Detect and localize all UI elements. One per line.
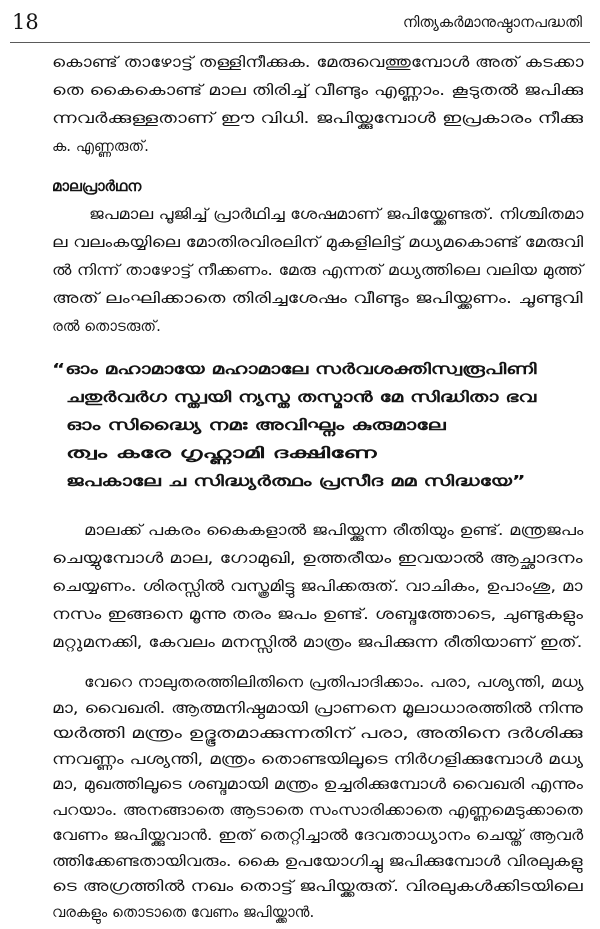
paragraph2-line: ല വലംകയ്യിലെ മോതിരവിരലിന് മുകളിലിട്ട് മധ്യമകൊണ്ട് മേരുവി — [52, 233, 584, 251]
paragraph4-line: ന്നവണ്ണം പശ്യന്തി, മന്ത്രം തൊണ്ടയിലൂടെ നിർഗളിക്കുമ്പോൾ മധ്യ — [52, 749, 584, 768]
page-number: 18 — [12, 10, 39, 34]
paragraph2-line: രൽ തൊടരുത്. — [52, 317, 161, 335]
header-rule — [10, 42, 590, 43]
page-header — [0, 8, 600, 38]
mantra-line: ജപകാലേ ച സിദ്ധ്യർത്ഥം പ്രസീദ മമ സിദ്ധയേ” — [66, 472, 526, 490]
mantra-line: ചതുർവർഗ സ്ത്വയി ന്യസ്ത തസ്മാൻ മേ സിദ്ധിതാ ഭവ — [66, 388, 537, 406]
paragraph4-line: വേണം ജപിയ്ക്കുവാൻ. ഇത് തെറ്റിച്ചാൽ ദേവതാധ്യാനം ചെയ്ത് ആവർ — [52, 826, 584, 844]
paragraph4-line: മാ, വൈഖരി. ആത്മനിഷ്ഠമായി പ്രാണനെ മൂലാധാരത്തിൽ നിന്നു — [52, 698, 583, 717]
paragraph2-line: ൽ നിന്ന് താഴോട്ട് നീക്കണം. മേരു എന്നത് മധ്യത്തിലെ വലിയ മുത്ത് — [52, 261, 583, 279]
paragraph3-line: ചെയ്യണം. ശിരസ്സിൽ വസ്ത്രമിട്ടു ജപിക്കരുത്. വാചികം, ഉപാംശു, മാ — [52, 577, 583, 595]
paragraph1-line: ന്നവർക്കുള്ളതാണ് ഈ വിധി. ജപിയ്ക്കുമ്പോൾ ഇപ്രകാരം നീക്കു — [52, 109, 583, 127]
paragraph3-line: നസം ഇങ്ങനെ മൂന്നു തരം ജപം ഉണ്ട്. ശബ്ദത്തോടെ, ചുണ്ടുകളും — [52, 605, 583, 623]
paragraph4-line: പറയാം. അനങ്ങാതെ ആടാതെ സംസാരിക്കാതെ എണ്ണമെടുക്കാതെ — [52, 800, 583, 819]
paragraph4-line: വേറെ നാലുതരത്തിലിതിനെ പ്രതിപാദിക്കാം. പരാ, പശ്യന്തി, മധ്യ — [84, 673, 584, 691]
paragraph3-line: മറ്റുമനക്കി, കേവലം മനസ്സിൽ മാത്രം ജപിക്കുന്ന രീതിയാണ് ഇത്. — [52, 633, 583, 651]
paragraph4-line: ടെ അഗ്രത്തിൽ നഖം തൊട്ട് ജപിയ്ക്കരുത്. വിരലുകൾക്കിടയിലെ — [52, 877, 583, 895]
paragraph2-line: ജപമാല പൂജിച്ച് പ്രാർഥിച്ച ശേഷമാണ് ജപിയ്ക്കേണ്ടത്. നിശ്ചിതമാ — [89, 205, 584, 223]
paragraph4-line: മാ, മുഖത്തിലൂടെ ശബ്ദമായി മന്ത്രം ഉച്ചരിക്കുമ്പോൾ വൈഖരി എന്നും — [52, 775, 583, 793]
paragraph1-line: ക. എണ്ണരുത്. — [52, 137, 149, 155]
running-title: നിത്യകർമാനുഷ്ഠാനപദ്ധതി — [402, 13, 582, 31]
paragraph4-line: യർത്തി മന്ത്രം ഉദ്ഭൂതമാക്കുന്നതിന് പരാ, അതിനെ ദർശിക്കു — [52, 724, 583, 742]
paragraph1-line: കൊണ്ട് താഴോട്ട് തള്ളിനീക്കുക. മേരുവെത്തുമ്പോൾ അത് കടക്കാ — [52, 53, 584, 71]
paragraph4-line: ത്തിക്കേണ്ടതായിവരും. കൈ ഉപയോഗിച്ചു ജപിക്കുമ്പോൾ വിരലുകളു — [52, 851, 583, 870]
paragraph3-line: ചെയ്യുമ്പോൾ മാല, ഗോമുഖി, ഉത്തരീയം ഇവയാൽ ആച്ഛാദനം — [52, 549, 583, 567]
paragraph2-line: അത് ലംഘിക്കാതെ തിരിച്ചശേഷം വീണ്ടും ജപിയ്ക്കണം. ചൂണ്ടുവി — [52, 289, 583, 307]
mantra-line: “ഓം മഹാമായേ മഹാമാലേ സർവശക്തിസ്വരൂപിണി — [52, 360, 537, 378]
mantra-line: ഓം സിദ്ധ്യൈ നമഃ അവിഘ്നം കുരുമാലേ — [66, 416, 446, 434]
paragraph3-line: മാലക്ക് പകരം കൈകളാൽ ജപിയ്ക്കുന്ന രീതിയും ഉണ്ട്. മന്ത്രജപം — [84, 521, 584, 539]
mantra-line: ത്വം കരേ ഗൃഹ്ണാമി ദക്ഷിണേ — [66, 444, 377, 462]
paragraph1-line: തെ കൈകൊണ്ട് മാല തിരിച്ച് വീണ്ടും എണ്ണാം. കൂടുതൽ ജപിക്കു — [52, 81, 584, 99]
paragraph4-line: വരകളും തൊടാതെ വേണം ജപിയ്ക്കാൻ. — [52, 902, 315, 921]
section-heading: മാലപ്രാർഥന — [52, 177, 142, 195]
